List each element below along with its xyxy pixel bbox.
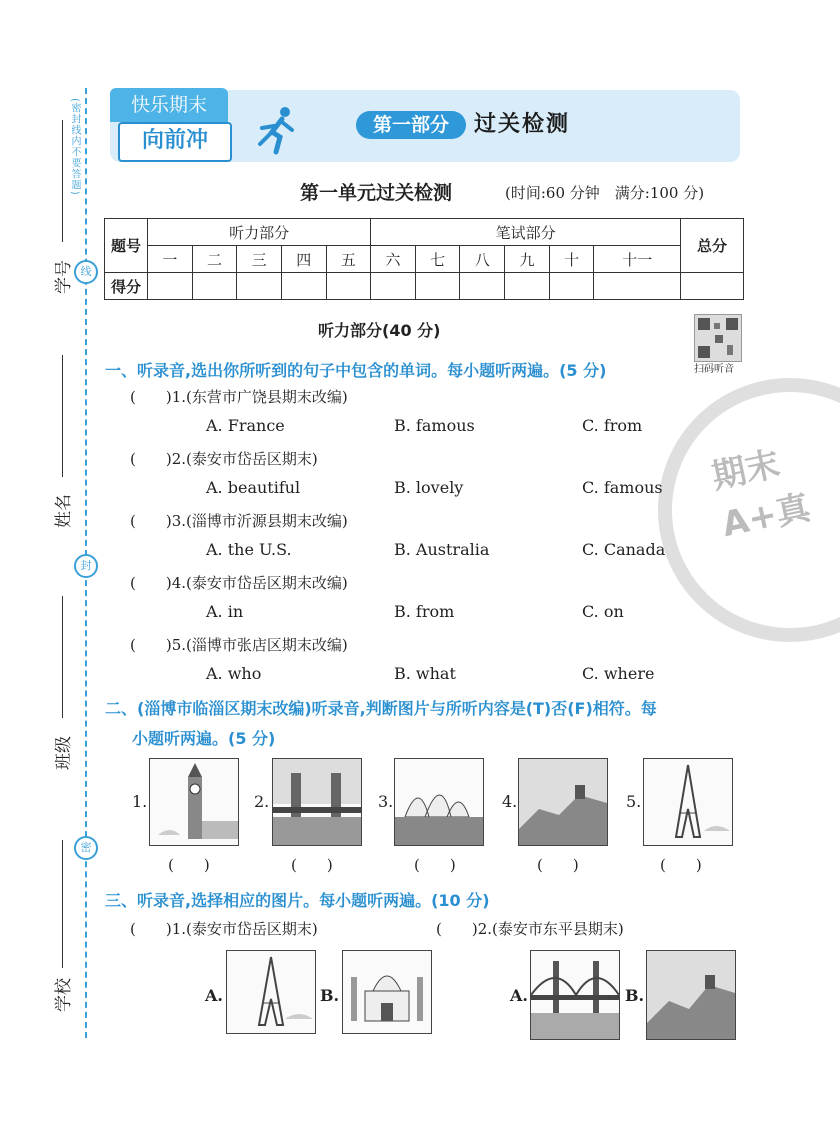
score-cell[interactable] (192, 273, 237, 300)
s1-question-5: ( )5.(淄博市张店区期末改编) (130, 636, 348, 654)
seal-note: (密封线内不要答题) (69, 98, 80, 196)
seal-mark-mi: 密 (74, 836, 98, 860)
s2-answer-blank[interactable]: ( ) (291, 856, 333, 874)
page-title: 第一单元过关检测 (300, 182, 453, 204)
s3-golden-gate-bridge-picture[interactable] (530, 950, 620, 1040)
sydney-opera-house-picture (394, 758, 484, 846)
class-line (62, 596, 63, 718)
col-header: 二 (192, 246, 237, 273)
s1-q5-option-b: B. what (394, 664, 456, 683)
big-ben-picture (149, 758, 239, 846)
score-cell[interactable] (549, 273, 594, 300)
total-header: 总分 (681, 219, 744, 273)
name-label: 姓名 (54, 494, 74, 528)
score-table (104, 218, 744, 300)
s1-q4-option-c: C. on (582, 602, 624, 621)
s1-q1-option-c: C. from (582, 416, 643, 435)
col-header: 十一 (594, 246, 681, 273)
s1-q4-option-b: B. from (394, 602, 455, 621)
s2-item-number: 4. (502, 792, 518, 811)
section2-heading-line2: 小题听两遍。(5 分) (132, 729, 276, 748)
s1-q5-option-a: A. who (206, 664, 262, 683)
listening-group-header: 听力部分 (148, 219, 371, 246)
s1-q2-option-c: C. famous (582, 478, 663, 497)
col-header: 十 (549, 246, 594, 273)
s3-question-2: ( )2.(泰安市东平县期末) (436, 920, 624, 938)
s3-question-1: ( )1.(泰安市岱岳区期末) (130, 920, 318, 938)
s2-answer-blank[interactable]: ( ) (537, 856, 579, 874)
score-cell[interactable] (505, 273, 550, 300)
score-row-header: 得分 (105, 273, 148, 300)
s1-q2-option-a: A. beautiful (206, 478, 301, 497)
seal-mark-feng: 封 (74, 554, 98, 578)
s3-q1-option-b-label: B. (320, 986, 340, 1005)
score-cell[interactable] (281, 273, 326, 300)
header-badge-bottom: 向前冲 (118, 122, 232, 162)
s1-question-1: ( )1.(东营市广饶县期末改编) (130, 388, 348, 406)
eiffel-tower-picture (643, 758, 733, 846)
qr-code-icon[interactable] (694, 314, 742, 362)
s1-question-4: ( )4.(泰安市岱岳区期末改编) (130, 574, 348, 592)
school-label: 学校 (54, 978, 74, 1012)
s3-q2-option-b-label: B. (625, 986, 645, 1005)
col-header: 九 (505, 246, 550, 273)
score-cell[interactable] (148, 273, 193, 300)
s3-eiffel-tower-picture[interactable] (226, 950, 316, 1034)
section1-heading: 一、听录音,选出你所听到的句子中包含的单词。每小题听两遍。(5 分) (105, 361, 607, 380)
s1-q2-option-b: B. lovely (394, 478, 464, 497)
s1-q3-option-b: B. Australia (394, 540, 490, 559)
qr-label: 扫码听音 (694, 364, 734, 375)
s2-item-number: 1. (132, 792, 148, 811)
s2-answer-blank[interactable]: ( ) (168, 856, 210, 874)
score-cell[interactable] (594, 273, 681, 300)
time-score-info: (时间:60 分钟 满分:100 分) (505, 184, 705, 202)
s3-taj-mahal-picture[interactable] (342, 950, 432, 1034)
school-line (62, 840, 63, 968)
s2-item-number: 3. (378, 792, 394, 811)
section2-heading-line1: 二、(淄博市临淄区期末改编)听录音,判断图片与所听内容是(T)否(F)相符。每 (105, 699, 657, 718)
seal-mark-xian: 线 (74, 260, 98, 284)
s2-answer-blank[interactable]: ( ) (660, 856, 702, 874)
part-title: 过关检测 (474, 112, 571, 137)
s1-question-2: ( )2.(泰安市岱岳区期末) (130, 450, 318, 468)
student-id-line (62, 120, 63, 242)
great-wall-picture (518, 758, 608, 846)
s1-question-3: ( )3.(淄博市沂源县期末改编) (130, 512, 348, 530)
s1-q5-option-c: C. where (582, 664, 655, 683)
col-header: 一 (148, 246, 193, 273)
col-header: 五 (326, 246, 371, 273)
score-cell[interactable] (326, 273, 371, 300)
s3-q2-option-a-label: A. (510, 986, 528, 1005)
student-id-label: 学号 (54, 260, 74, 294)
s3-q1-option-a-label: A. (205, 986, 223, 1005)
s1-q1-option-a: A. France (206, 416, 285, 435)
name-line (62, 355, 63, 477)
score-cell[interactable] (415, 273, 460, 300)
question-number-header: 题号 (105, 219, 148, 273)
col-header: 六 (371, 246, 416, 273)
col-header: 三 (237, 246, 282, 273)
s3-great-wall-picture[interactable] (646, 950, 736, 1040)
total-score-cell[interactable] (681, 273, 744, 300)
tower-bridge-picture (272, 758, 362, 846)
col-header: 四 (281, 246, 326, 273)
score-cell[interactable] (237, 273, 282, 300)
class-label: 班级 (54, 736, 74, 770)
listening-heading: 听力部分(40 分) (318, 321, 441, 340)
header-badge-top: 快乐期末 (110, 88, 228, 122)
col-header: 七 (415, 246, 460, 273)
s1-q4-option-a: A. in (206, 602, 244, 621)
s1-q3-option-c: C. Canada (582, 540, 666, 559)
writing-group-header: 笔试部分 (371, 219, 681, 246)
score-cell[interactable] (460, 273, 505, 300)
s2-item-number: 5. (626, 792, 642, 811)
s2-item-number: 2. (254, 792, 270, 811)
score-cell[interactable] (371, 273, 416, 300)
s2-answer-blank[interactable]: ( ) (414, 856, 456, 874)
col-header: 八 (460, 246, 505, 273)
s1-q1-option-b: B. famous (394, 416, 475, 435)
watermark-text: 期末 A+真 (708, 443, 814, 546)
runner-icon (252, 104, 298, 156)
s1-q3-option-a: A. the U.S. (206, 540, 292, 559)
part-label: 第一部分 (356, 111, 466, 139)
section3-heading: 三、听录音,选择相应的图片。每小题听两遍。(10 分) (105, 891, 490, 910)
